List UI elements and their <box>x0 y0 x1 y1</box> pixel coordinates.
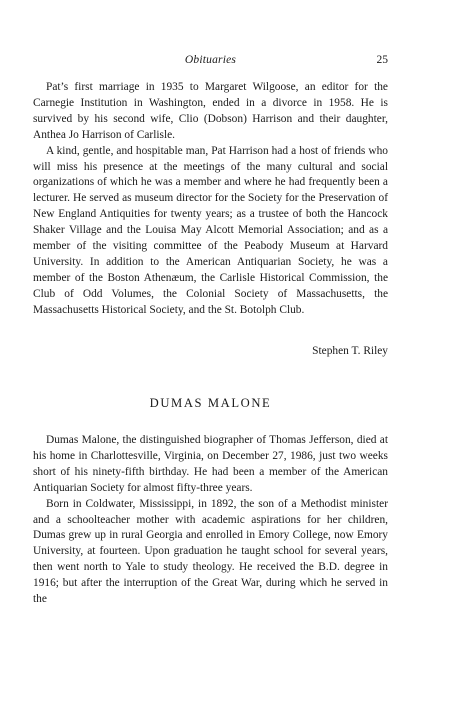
harrison-obituary-text <box>33 80 388 319</box>
running-head <box>33 54 388 70</box>
paragraph: Pat’s first marriage in 1935 to Margaret Wilgoose, an editor for the Carnegie Institution in Washington, ended in a divorce in 1958. He is survived by his second wife, Clio (Dobson) Harrison and their daughter, Anthea Jo Harrison of Carlisle. <box>33 81 388 141</box>
running-title: Obituaries <box>184 54 237 66</box>
page-number: 25 <box>376 54 388 66</box>
paragraph: Dumas Malone, the distinguished biographer of Thomas Jefferson, died at his home in Charlottesville, Virginia, on December 27, 1986, just two weeks short of his ninety-fifth birthday. He had been a member of the American Antiquarian Society for almost fifty-three years. <box>33 434 388 494</box>
author-signature: Stephen T. Riley <box>312 345 388 357</box>
malone-obituary-text <box>33 433 388 608</box>
paragraph: A kind, gentle, and hospitable man, Pat Harrison had a host of friends who will miss his presence at the meetings of the many cultural and social organizations of which he was a member and where he had frequently been a lecturer. He served as museum director for the Society for the Preservation of New England Antiquities for twenty years; as a trustee of both the Hancock Shaker Village and the Louisa May Alcott Memorial Association; and as a member of the visiting committee of the Peabody Museum at Harvard University. In addition to the American Antiquarian Society, he was a member of the Boston Athenæum, the Carlisle Historical Commission, the Club of Odd Volumes, the Colonial Society of Massachusetts, the Massachusetts Historical Society, and the St. Botolph Club. <box>33 144 388 316</box>
section-heading: DUMAS MALONE <box>149 396 272 410</box>
paragraph: Born in Coldwater, Mississippi, in 1892, the son of a Methodist minister and a schoolteacher mother with academic aspirations for her children, Dumas grew up in rural Georgia and enrolled in Emory College, now Emory University, at fourteen. Upon graduation he taught school for several years, then went north to Yale to study theology. He received the B.D. degree in 1916; but after the interruption of the Great War, during which he served in the <box>33 497 388 606</box>
